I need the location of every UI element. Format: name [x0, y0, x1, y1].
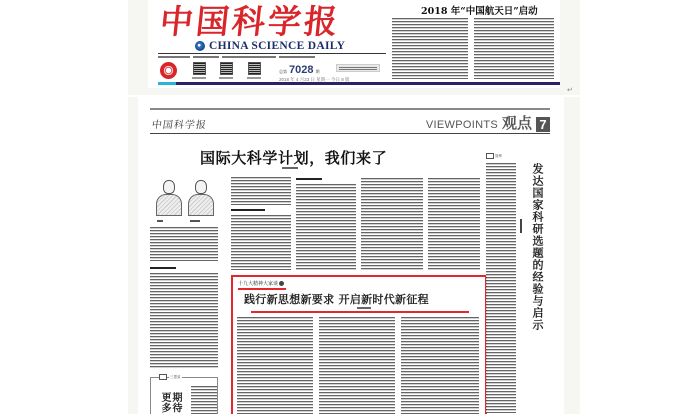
author-line	[357, 307, 371, 309]
masthead-title: 中国科学报	[158, 2, 343, 41]
qr-code-icon	[193, 62, 206, 75]
tagline-strip	[158, 55, 386, 59]
series-number-badge	[279, 281, 284, 286]
page7-image	[138, 97, 564, 414]
masthead-rule	[158, 53, 386, 54]
top-rule	[150, 108, 550, 110]
header-rule	[150, 133, 550, 134]
article-text-column	[231, 215, 291, 270]
highlighted-article[interactable]	[231, 275, 487, 414]
byline	[282, 167, 298, 169]
sidebar-label: 智库	[495, 154, 502, 158]
return-mark: ↵	[567, 86, 573, 94]
article-text-column	[474, 18, 554, 79]
article-text-column	[361, 178, 423, 270]
mini-masthead: 中国科学报	[150, 120, 208, 131]
issue-number-value: 7028	[289, 64, 314, 76]
section-box-icon	[486, 153, 494, 159]
page-number: 7	[536, 117, 550, 132]
kicker-text: 十九大精神大家谈	[238, 281, 279, 287]
qr-caption	[219, 77, 233, 79]
qr-caption	[192, 77, 206, 79]
article-text-column	[231, 177, 291, 205]
article-text-column	[392, 18, 468, 79]
issue-prefix: 总第	[279, 69, 287, 74]
article-text-column	[428, 178, 480, 270]
footer-bar	[158, 82, 560, 85]
sidebar-headline: 发达国家科研选题的经验与启示	[531, 163, 544, 331]
publication-info-box	[336, 64, 380, 72]
article-text-column	[237, 317, 313, 414]
column-kicker	[238, 280, 284, 287]
article-text-column	[191, 386, 217, 414]
issue-suffix: 期	[315, 69, 320, 74]
section-header	[426, 115, 550, 132]
subheading	[231, 209, 265, 211]
photo-caption	[190, 220, 200, 222]
lead-headline: 2018 年“中国航天日”启动	[421, 6, 538, 17]
masthead-english-text: CHINA SCIENCE DAILY	[209, 40, 346, 52]
headline-underline	[251, 311, 469, 313]
article-text-column	[319, 317, 395, 414]
qr-code-icon	[248, 62, 261, 75]
article-text-column	[296, 184, 356, 270]
article-text-column	[401, 317, 479, 414]
section-box-icon	[159, 374, 167, 380]
front-page-image	[148, 0, 560, 88]
qr-code-icon	[220, 62, 233, 75]
date-line: 2018 年 4 月23 日 星期一 今日 8 版	[279, 77, 350, 82]
portrait-photo	[187, 180, 215, 218]
kicker-underline	[238, 288, 286, 290]
article-text-column	[150, 273, 218, 368]
highlight-headline: 践行新思想新要求 开启新时代新征程	[244, 293, 429, 306]
bottom-left-headline: 期待更多	[159, 392, 181, 413]
main-headline: 国际大科学计划，我们来了	[200, 149, 388, 167]
subheading	[150, 267, 176, 269]
globe-logo-icon	[195, 41, 205, 51]
subheading	[296, 178, 322, 180]
column-label: 三思录	[170, 375, 181, 379]
cas-logo-icon	[160, 62, 177, 79]
article-text-column	[150, 227, 218, 261]
section-english: VIEWPOINTS	[425, 119, 498, 131]
section-chinese: 观点	[501, 114, 532, 132]
sidebar-byline	[520, 219, 522, 233]
masthead-english	[195, 40, 345, 52]
article-text-column	[486, 163, 516, 413]
issue-number	[279, 64, 319, 76]
photo-caption	[157, 220, 163, 222]
portrait-photo	[155, 180, 183, 218]
qr-caption	[247, 77, 261, 79]
